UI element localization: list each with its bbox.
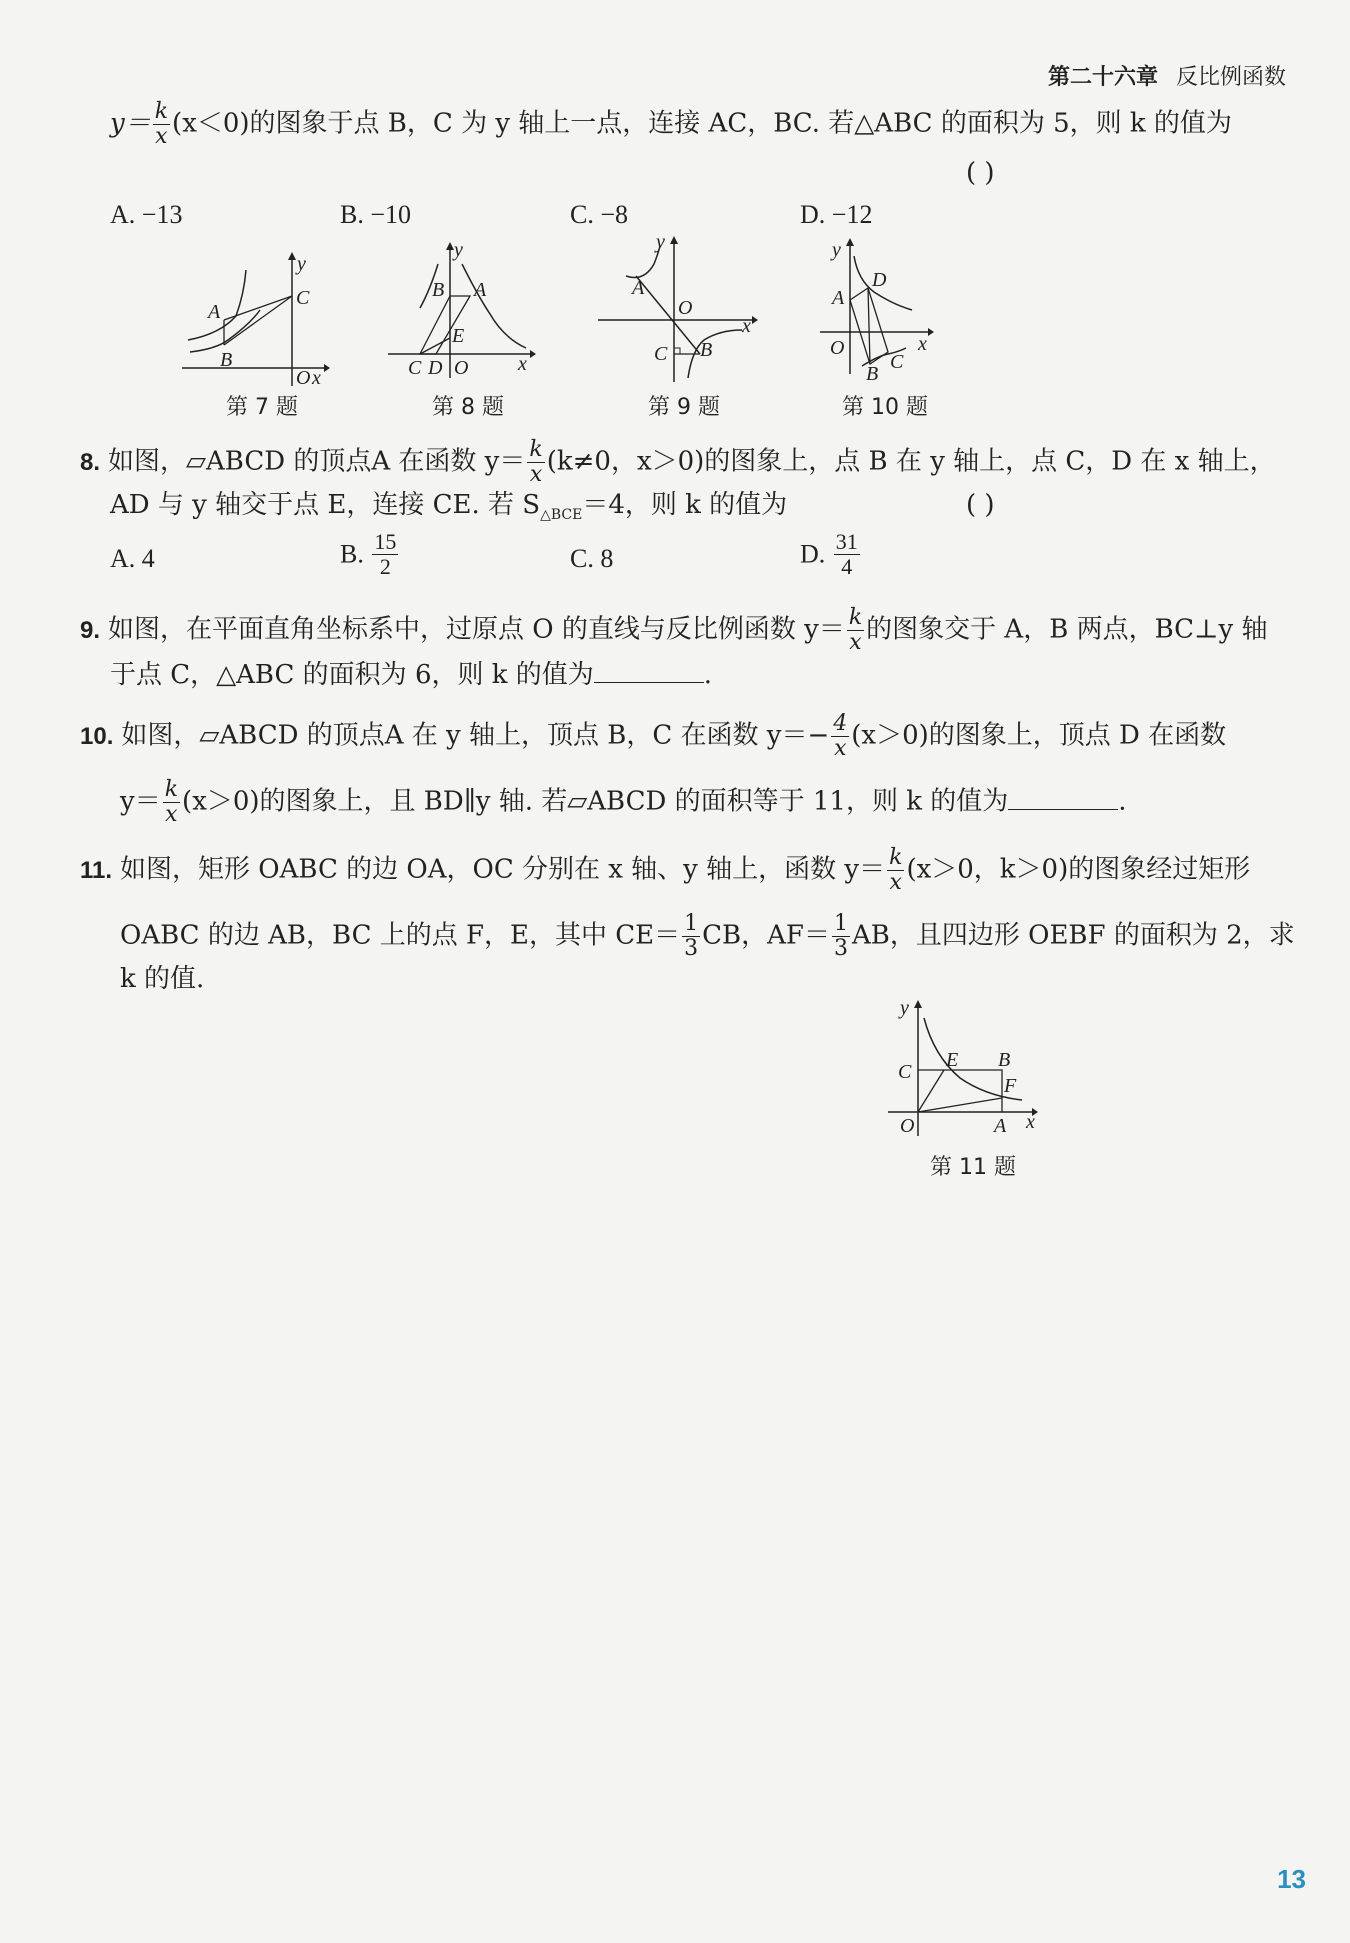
q8-line-2: AD 与 y 轴交于点 E，连接 CE. 若 $S_{\triangle BCE}=4$，则 k 的值为 xyxy=(110,490,788,524)
q9-answer-blank[interactable] xyxy=(594,662,704,683)
q9-fraction: $\frac{k}{x}$ xyxy=(848,605,863,656)
fig11-label-x: x xyxy=(1026,1111,1035,1133)
fig8-label-d: D xyxy=(428,357,443,379)
q8-fraction: $\frac{k}{x}$ xyxy=(529,437,543,488)
fig7-label-c: C xyxy=(296,287,310,309)
q8-line-1: 8. 如图，▱ABCD 的顶点A 在函数 y＝ $\frac{k}{x}$ (k≠0，x＞0)的图象上，点 B 在 y 轴上，点 C，D 在 x 轴上， xyxy=(80,437,1276,488)
fig11-label-y: y xyxy=(900,997,909,1019)
fig7-label-b: B xyxy=(220,349,233,371)
fig11-label-b: B xyxy=(998,1049,1011,1071)
fig8-label-c: C xyxy=(408,357,422,379)
fig8-label-a: A xyxy=(474,279,487,301)
q7-answer-paren: ( ) xyxy=(966,158,995,188)
fig9-label-c: C xyxy=(654,343,668,365)
fig8-label-o: O xyxy=(454,357,469,379)
fig8-label-x: x xyxy=(518,353,527,375)
fig11-label-e: E xyxy=(946,1049,959,1071)
q8-answer-paren: ( ) xyxy=(966,490,995,520)
q11-number: 11. xyxy=(80,856,113,884)
figure-q10 xyxy=(818,234,934,384)
q10-line-1: 10. 如图，▱ABCD 的顶点A 在 y 轴上，顶点 B，C 在函数 y＝− $\frac{4}{x}$ (x＞0)的图象上，顶点 D 在函数 xyxy=(80,711,1227,762)
q7-func-prefix: y＝ xyxy=(110,108,151,139)
figure-q7 xyxy=(180,248,330,390)
fig10-label-d: D xyxy=(872,269,887,291)
q8-option-d: D. $\frac{31}{4}$ xyxy=(800,529,858,580)
q8-option-b: B. $\frac{15}{2}$ xyxy=(340,529,397,580)
fig7-label-x: x xyxy=(312,367,321,389)
fig7-label-y: y xyxy=(297,253,306,275)
fig7-label-o: O xyxy=(296,367,311,389)
fig11-label-f: F xyxy=(1004,1075,1017,1097)
q11-fraction: $\frac{k}{x}$ xyxy=(889,845,903,896)
q11-line-3: k 的值. xyxy=(120,964,205,994)
figure-q8-caption: 第 8 题 xyxy=(432,395,504,420)
figure-q10-caption: 第 10 题 xyxy=(842,395,928,420)
q7-option-c: C. −8 xyxy=(570,200,629,229)
q9-line-1: 9. 如图，在平面直角坐标系中，过原点 O 的直线与反比例函数 y＝ $\frac{k}{x}$ 的图象交于 A，B 两点，BC⊥y 轴 xyxy=(80,605,1268,656)
fig10-label-a: A xyxy=(832,287,845,309)
fig11-label-c: C xyxy=(898,1061,912,1083)
q10-line-2: y＝ $\frac{k}{x}$ (x＞0)的图象上，且 BD∥y 轴. 若▱ABCD 的面积等于 11，则 k 的值为 . xyxy=(120,777,1127,828)
q7-fraction: $\frac{k}{x}$ xyxy=(154,99,169,150)
fig10-label-b: B xyxy=(866,363,879,384)
chapter-title: 反比例函数 xyxy=(1175,65,1286,90)
q8-number: 8. xyxy=(80,448,101,476)
q11-line-1: 11. 如图，矩形 OABC 的边 OA，OC 分别在 x 轴、y 轴上，函数 y＝ $\frac{k}{x}$ (x＞0，k＞0)的图象经过矩形 xyxy=(80,845,1251,896)
q10-number: 10. xyxy=(80,722,114,750)
fig10-label-c: C xyxy=(890,351,904,373)
fig8-label-b: B xyxy=(432,279,445,301)
q10-fraction: $\frac{4}{x}$ xyxy=(833,711,848,762)
fig10-label-x: x xyxy=(918,333,927,355)
fig9-label-y: y xyxy=(656,232,665,253)
fig9-label-x: x xyxy=(742,315,751,337)
q9-line-2: 于点 C，△ABC 的面积为 6，则 k 的值为 . xyxy=(110,660,713,690)
fig11-label-a: A xyxy=(994,1115,1007,1137)
fig8-label-y: y xyxy=(454,239,463,261)
figure-q11 xyxy=(886,996,1042,1142)
fig9-label-b: B xyxy=(700,339,713,361)
q9-number: 9. xyxy=(80,616,101,644)
fig10-label-y: y xyxy=(832,239,841,261)
q8-option-a: A. 4 xyxy=(110,544,155,573)
q10-answer-blank[interactable] xyxy=(1008,789,1118,810)
figure-q9 xyxy=(596,232,760,384)
q11-line-2: OABC 的边 AB，BC 上的点 F，E，其中 CE＝ $\frac{1}{3}$ CB，AF＝ $\frac{1}{3}$ AB，且四边形 OEBF 的面积为 2，求 xyxy=(120,911,1295,962)
fig7-label-a: A xyxy=(208,301,221,323)
fig9-label-o: O xyxy=(678,297,693,319)
fig11-label-o: O xyxy=(900,1115,915,1137)
page-number: 13 xyxy=(1277,1864,1306,1894)
q7-text: (x＜0)的图象于点 B，C 为 y 轴上一点，连接 AC，BC. 若△ABC 的面积为 5，则 k 的值为 xyxy=(172,108,1232,139)
q8-option-c: C. 8 xyxy=(570,544,614,573)
q7-option-d: D. −12 xyxy=(800,200,873,229)
figure-q7-caption: 第 7 题 xyxy=(226,395,298,420)
chapter-header xyxy=(1048,60,1286,91)
figure-q9-caption: 第 9 题 xyxy=(648,395,720,420)
chapter-number: 第二十六章 xyxy=(1047,65,1158,90)
fig10-label-o: O xyxy=(830,337,845,359)
figure-q11-caption: 第 11 题 xyxy=(930,1155,1016,1180)
figure-q8 xyxy=(386,238,536,380)
q7-option-b: B. −10 xyxy=(340,200,412,229)
q7-tail-line xyxy=(110,100,1232,149)
fig8-label-e: E xyxy=(452,325,465,347)
q7-option-a: A. −13 xyxy=(110,200,183,229)
fig9-label-a: A xyxy=(632,277,645,299)
